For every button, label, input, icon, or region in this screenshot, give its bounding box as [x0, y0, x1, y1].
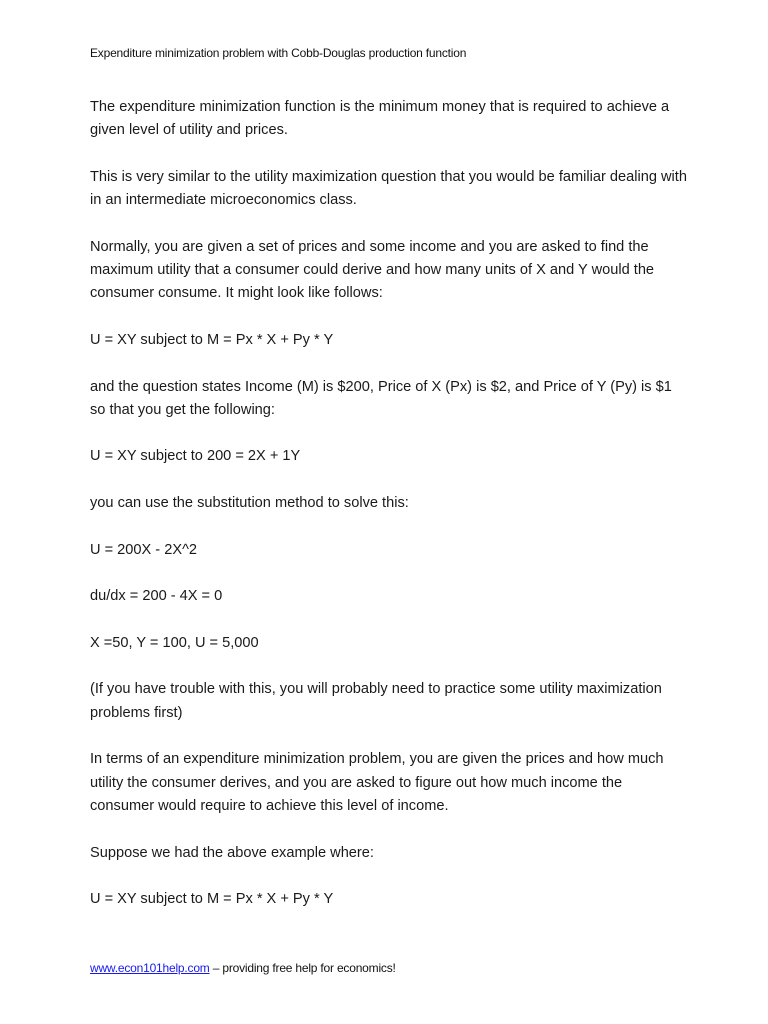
paragraph-expenditure-intro: In terms of an expenditure minimization problem, you are given the prices and how much utility the consumer derives, and you are asked to figure out how much income the consumer would require to achieve this level of income. — [90, 751, 664, 814]
paragraph-substitution: you can use the substitution method to solve this: — [90, 495, 409, 512]
document-body — [90, 96, 690, 935]
paragraph-question-states: and the question states Income (M) is $200, Price of X (Px) is $2, and Price of Y (Py) is $1 so that you get the following: — [90, 378, 672, 418]
paragraph-normally: Normally, you are given a set of prices and some income and you are asked to find the maximum utility that a consumer could derive and how many units of X and Y would the consumer consume. It might look like follows: — [90, 238, 655, 302]
equation-utility-general: U = XY subject to M = Px * X + Py * Y — [90, 331, 334, 348]
paragraph-practice-note: (If you have trouble with this, you will probably need to practice some utility maximization problems first) — [90, 681, 662, 721]
page-footer — [90, 961, 396, 975]
equation-solution: X =50, Y = 100, U = 5,000 — [90, 634, 259, 651]
footer-tagline: – providing free help for economics! — [209, 961, 396, 975]
paragraph-similarity: This is very similar to the utility maximization question that you would be familiar dealing with in an intermediate microeconomics class. — [90, 168, 687, 209]
footer-site-link[interactable]: www.econ101help.com — [90, 961, 210, 975]
paragraph-suppose: Suppose we had the above example where: — [90, 844, 374, 861]
equation-utility-repeat: U = XY subject to M = Px * X + Py * Y — [90, 891, 334, 908]
equation-utility-numeric: U = XY subject to 200 = 2X + 1Y — [90, 448, 301, 465]
equation-substituted: U = 200X - 2X^2 — [90, 541, 198, 558]
paragraph-intro: The expenditure minimization function is the minimum money that is required to achieve a given level of utility and prices. — [90, 99, 670, 139]
document-title: Expenditure minimization problem with Cobb-Douglas production function — [90, 46, 467, 60]
equation-derivative: du/dx = 200 - 4X = 0 — [90, 588, 223, 605]
page-header — [90, 46, 466, 60]
